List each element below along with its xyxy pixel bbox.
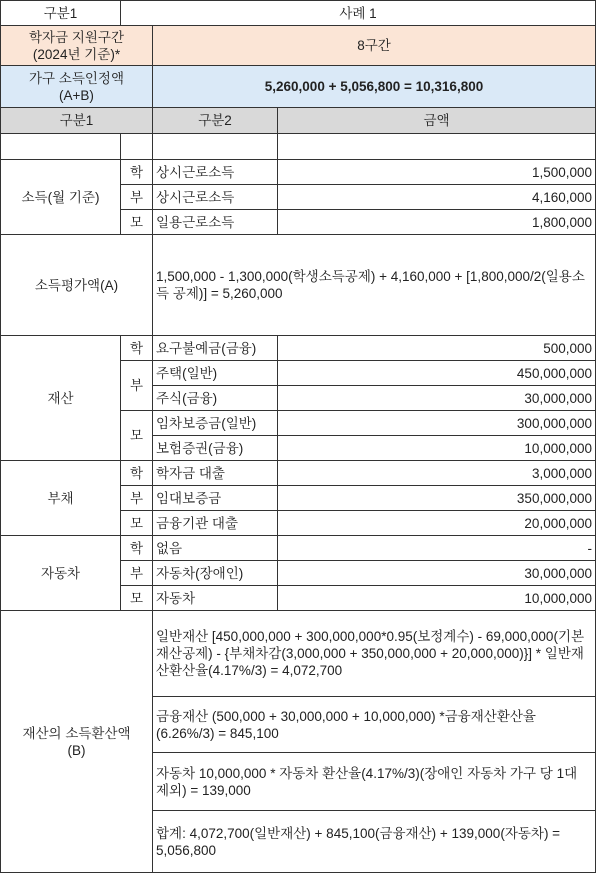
household-value: 5,260,000 + 5,056,800 = 10,316,800 [153, 66, 596, 108]
who-cell: 모 [121, 210, 153, 235]
item-cell: 없음 [153, 536, 278, 561]
evaluation-row [1, 235, 596, 336]
debt-label: 부채 [1, 461, 121, 536]
item-cell: 임대보증금 [153, 486, 278, 511]
item-cell: 주택(일반) [153, 361, 278, 386]
section-row [1, 26, 596, 66]
section-label: 학자금 지원구간 (2024년 기준)* [1, 26, 153, 66]
column-header-cat2: 구분2 [153, 108, 278, 134]
car-label: 자동차 [1, 536, 121, 611]
amount-cell: 3,000,000 [278, 461, 596, 486]
who-cell: 학 [121, 536, 153, 561]
amount-cell: 10,000,000 [278, 436, 596, 461]
amount-cell: 10,000,000 [278, 586, 596, 611]
amount-cell: 20,000,000 [278, 511, 596, 536]
table-row [1, 536, 596, 561]
amount-cell: 1,500,000 [278, 160, 596, 185]
who-cell: 학 [121, 336, 153, 361]
who-cell: 모 [121, 511, 153, 536]
evaluation-label: 소득평가액(A) [1, 235, 153, 336]
empty-cell [121, 134, 153, 160]
empty-cell [1, 134, 121, 160]
table-row [1, 461, 596, 486]
item-cell: 임차보증금(일반) [153, 411, 278, 436]
who-cell: 학 [121, 461, 153, 486]
conversion-label: 재산의 소득환산액 (B) [1, 611, 153, 873]
item-cell: 상시근로소득 [153, 185, 278, 210]
assets-label: 재산 [1, 336, 121, 461]
column-header-amount: 금액 [278, 108, 596, 134]
amount-cell: 350,000,000 [278, 486, 596, 511]
amount-cell: 500,000 [278, 336, 596, 361]
empty-cell [278, 134, 596, 160]
amount-cell: 30,000,000 [278, 561, 596, 586]
amount-cell: 450,000,000 [278, 361, 596, 386]
income-label: 소득(월 기준) [1, 160, 121, 235]
household-row [1, 66, 596, 108]
header-row [1, 1, 596, 26]
table-row [1, 336, 596, 361]
who-cell: 학 [121, 160, 153, 185]
item-cell: 요구불예금(금융) [153, 336, 278, 361]
category-header: 구분1 [1, 1, 121, 26]
empty-row [1, 134, 596, 160]
empty-cell [153, 134, 278, 160]
item-cell: 상시근로소득 [153, 160, 278, 185]
amount-cell: 300,000,000 [278, 411, 596, 436]
general-asset-formula: 일반재산 [450,000,000 + 300,000,000*0.95(보정계수) - 69,000,000(기본재산공제) - {부채차감(3,000,000 + 350,000,000 + 20,000,000)}] * 일반재산환산율(4.17%/3) = 4,072,700 [153, 611, 596, 697]
table-row [1, 160, 596, 185]
who-cell: 모 [121, 586, 153, 611]
who-cell: 부 [121, 561, 153, 586]
who-cell: 부 [121, 185, 153, 210]
evaluation-formula: 1,500,000 - 1,300,000(학생소득공제) + 4,160,000 + [1,800,000/2(일용소득 공제)] = 5,260,000 [153, 235, 596, 336]
vehicle-formula: 자동차 10,000,000 * 자동차 환산율(4.17%/3)(장애인 자동차 가구 당 1대 제외) = 139,000 [153, 753, 596, 811]
item-cell: 보험증권(금융) [153, 436, 278, 461]
financial-asset-formula: 금융재산 (500,000 + 30,000,000 + 10,000,000) *금융재산환산율(6.26%/3) = 845,100 [153, 697, 596, 753]
item-cell: 금융기관 대출 [153, 511, 278, 536]
who-cell: 부 [121, 486, 153, 511]
item-cell: 주식(금융) [153, 386, 278, 411]
amount-cell: 4,160,000 [278, 185, 596, 210]
who-cell: 모 [121, 411, 153, 461]
household-label: 가구 소득인정액 (A+B) [1, 66, 153, 108]
amount-cell: - [278, 536, 596, 561]
amount-cell: 30,000,000 [278, 386, 596, 411]
total-formula: 합계: 4,072,700(일반재산) + 845,100(금융재산) + 139,000(자동차) = 5,056,800 [153, 811, 596, 873]
conversion-row [1, 611, 596, 697]
case-header: 사례 1 [121, 1, 596, 26]
amount-cell: 1,800,000 [278, 210, 596, 235]
item-cell: 일용근로소득 [153, 210, 278, 235]
section-value: 8구간 [153, 26, 596, 66]
column-header-row [1, 108, 596, 134]
item-cell: 학자금 대출 [153, 461, 278, 486]
item-cell: 자동차 [153, 586, 278, 611]
column-header-cat1: 구분1 [1, 108, 153, 134]
who-cell: 부 [121, 361, 153, 411]
item-cell: 자동차(장애인) [153, 561, 278, 586]
